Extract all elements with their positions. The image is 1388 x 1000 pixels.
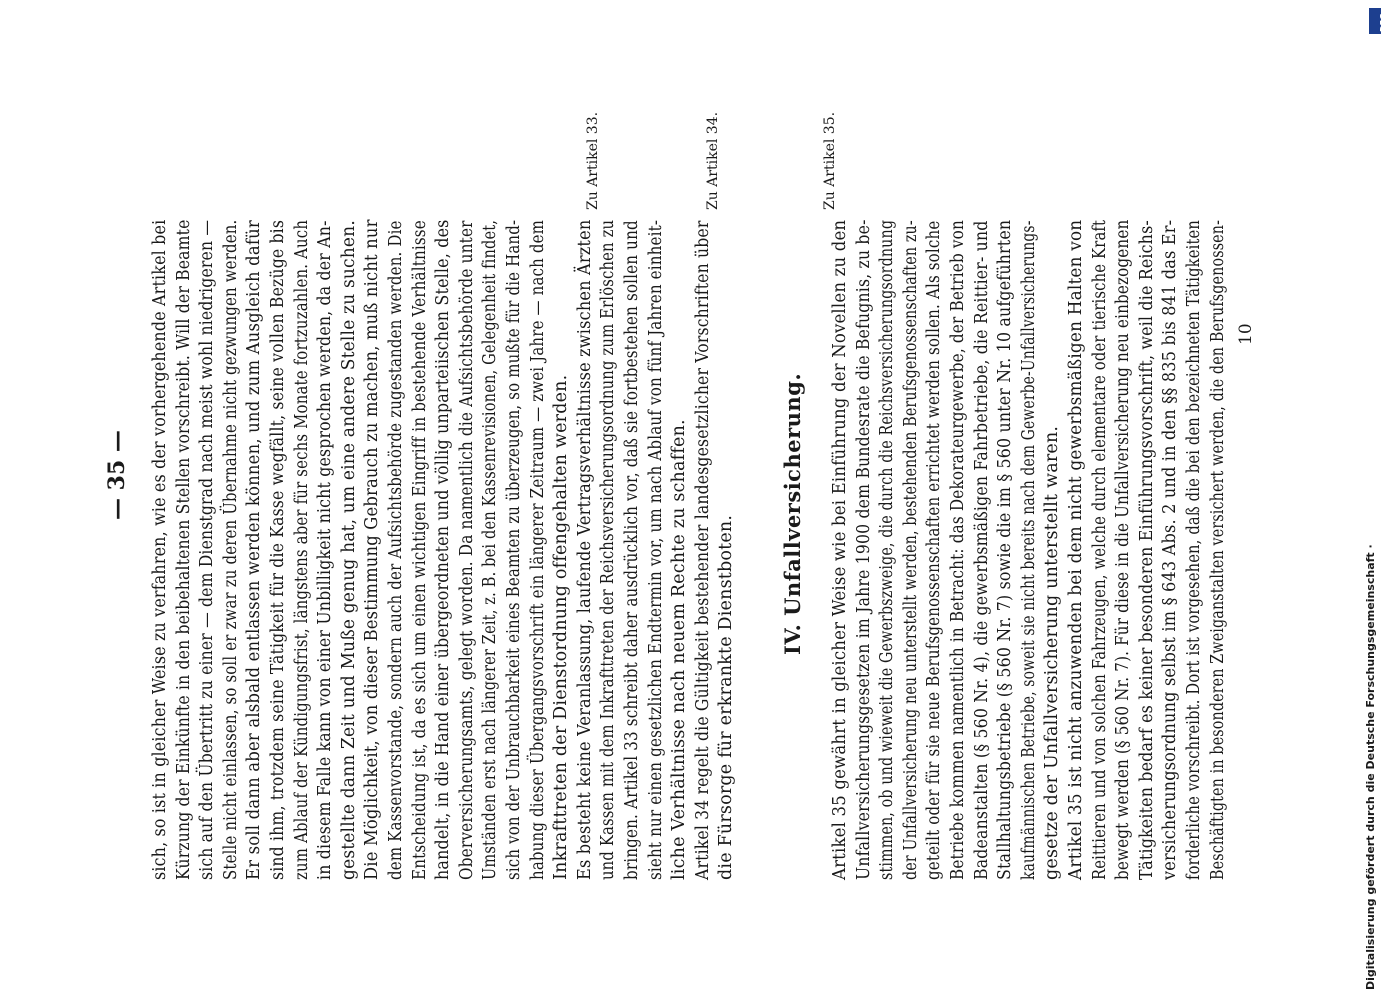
text-line: Artikel 34 regelt die Gültigkeit bestehender landesgesetzlicher Vorschriften über [692,220,713,880]
text-line: der Unfallversicherung neu unterstellt werden, bestehenden Berufsgenossenschaften zu- [900,220,921,880]
text-line: Betriebe kommen namentlich in Betracht: das Dekorateurgewerbe, der Betrieb von [948,219,968,881]
text-line: Inkrafttreten der Dienstordnung offengehalten werden. [551,374,572,880]
text-line: sieht nur einen gesetzlichen Endtermin vor, um nach Ablauf von fünf Jahren einheit- [645,219,666,880]
text-line: gestellte dann Zeit und Muße genug hat, um eine andere Stelle zu suchen. [338,220,359,880]
text-line: sich, so ist in gleicher Weise zu verfahren, wie es der vorhergehende Artikel bei [150,219,170,880]
page-header-number: — 35 — [104,430,130,520]
text-line: Badeanstalten (§ 560 Nr. 4), die gewerbsmäßigen Fahrbetriebe, die Reittier- und [971,220,992,880]
text-line: bringen. Artikel 33 schreibt daher ausdrücklich vor, daß sie fortbestehen sollen und [622,220,642,881]
text-line: die Fürsorge für erkrankte Dienstboten. [716,514,737,880]
text-line: Kürzung der Einkünfte in den beibehaltenen Stellen vorschreibt. Will der Beamte [173,219,194,881]
text-line: in diesem Falle kann von einer Unbilligkeit nicht gesprochen werden, da der An- [315,220,336,880]
margin-note-art33: Zu Artikel 33. [585,111,601,210]
text-line: und Kassen mit dem Inkrafttreten der Reichsversicherungsordnung zum Erlöschen zu [598,219,619,881]
text-line: Entscheidung ist, da es sich um einen wichtigen Eingriff in bestehende Verhältnisse [409,220,430,880]
text-line: Reittieren und von solchen Fahrzeugen, welche durch elementare oder tierische Kraft [1089,219,1110,881]
text-line: Oberversicherungsamts, gelegt worden. Da namentlich die Aufsichtsbehörde unter [456,220,477,880]
text-line: gesetze der Unfallversicherung unterstellt waren. [1042,425,1063,880]
text-line: handelt, in die Hand einer übergeordneten und völlig unparteiischen Stelle, des [433,219,454,880]
text-line: Artikel 35 ist nicht anzuwenden bei dem nicht gewerbsmäßigen Halten von [1066,219,1086,880]
digitization-credit: Digitalisierung gefördert durch die Deutsche Forschungsgemeinschaft · [1364,544,1377,990]
text-line: versicherungsordnung selbst im § 643 Abs. 2 und in den §§ 835 bis 841 das Er- [1160,219,1181,880]
text-line: Tätigkeiten bedarf es keiner besonderen Einführungsvorschrift, weil die Reichs- [1136,220,1157,880]
text-line: forderliche vorschreibt. Dort ist vorgesehen, daß die bei den bezeichneten Tätigkeiten [1184,220,1204,880]
margin-note-art34: Zu Artikel 34. [705,111,721,210]
text-line: Beschäftigten in besonderen Zweiganstalten versichert werden, die den Berufsgenossen- [1207,219,1228,880]
text-line: sind ihm, trotzdem seine Tätigkeit für die Kasse wegfällt, seine vollen Bezüge bis [268,219,288,881]
text-line: stimmen, ob und wieweit die Gewerbszweige, die durch die Reichsversicherungsordnung [877,219,898,881]
text-line: liche Verhältnisse nach neuem Rechte zu schaffen. [669,419,690,880]
page-footer-number: 10 [1236,323,1256,345]
text-line: sich von der Unbrauchbarkeit eines Beamten zu überzeugen, so mußte für die Hand- [504,219,524,881]
text-line: Die Möglichkeit, von dieser Bestimmung Gebrauch zu machen, muß nicht nur [362,219,383,880]
text-line: sich auf den Übertritt zu einer — dem Dienstgrad nach meist wohl niedrigeren — [197,219,218,881]
text-line: zum Ablauf der Kündigungsfrist, längstens aber für sechs Monate fortzuzahlen. Auch [291,219,312,881]
text-line: Es besteht keine Veranlassung, laufende Vertragsverhältnisse zwischen Ärzten [574,219,595,881]
text-line: bewegt werden (§ 560 Nr. 7). Für diese in die Unfallversicherung neu einbezogenen [1113,219,1134,881]
text-line: Umständen erst nach längerer Zeit, z. B. bei den Kassenrevisionen, Gelegenheit findet, [480,219,501,880]
section-title: IV. Unfallversicherung. [780,372,805,655]
text-line: Unfallversicherungsgesetzen im Jahre 1900 dem Bundesrate die Befugnis, zu be- [853,219,874,881]
text-line: habung dieser Übergangsvorschrift ein längerer Zeitraum — zwei Jahre — nach dem [527,219,548,880]
text-line: dem Kassenvorstande, sondern auch der Aufsichtsbehörde zugestanden werden. Die [386,220,406,881]
text-line: Stallhaltungsbetriebe (§ 560 Nr. 7) sowie die im § 560 unter Nr. 10 aufgeführten [995,219,1016,880]
dfg-logo-text: DFG [1379,13,1388,32]
margin-note-art35: Zu Artikel 35. [822,111,838,210]
text-line: Er soll dann aber alsbald entlassen werden können, und zum Ausgleich dafür [244,220,265,880]
text-line: Stelle nicht einlassen, so soll er zwar zu deren Übernahme nicht gezwungen werden. [220,219,241,880]
text-line: Artikel 35 gewährt in gleicher Weise wie bei Einführung der Novellen zu den [830,219,850,880]
text-line: kaufmännischen Betriebe, soweit sie nicht bereits nach dem Gewerbe-Unfallversicherungs- [1018,220,1039,881]
dfg-logo [1369,8,1388,34]
text-line: geteilt oder für sie neue Berufsgenossenschaften errichtet werden sollen. Als solche [924,220,945,880]
